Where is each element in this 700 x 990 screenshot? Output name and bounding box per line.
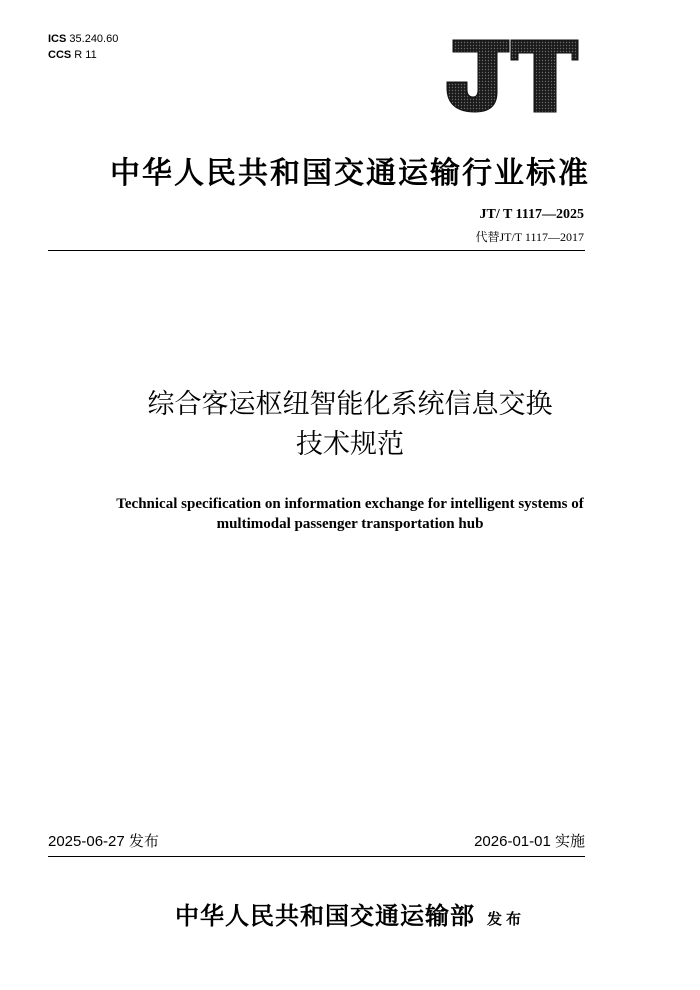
ccs-label: CCS bbox=[48, 49, 72, 61]
issuer-suffix: 发布 bbox=[486, 910, 525, 928]
bottom-divider bbox=[48, 856, 585, 857]
replaces-standard: 代替JT/T 1117—2017 bbox=[475, 230, 584, 244]
issuing-authority bbox=[0, 896, 700, 931]
issuer-name: 中华人民共和国交通运输部 bbox=[174, 901, 475, 930]
chinese-title-line-2: 技术规范 bbox=[296, 429, 404, 460]
ccs-line bbox=[48, 47, 118, 63]
chinese-title-line-1: 综合客运枢纽智能化系统信息交换 bbox=[147, 389, 553, 420]
ics-line bbox=[48, 31, 118, 47]
ccs-code: R 11 bbox=[74, 49, 97, 61]
english-title bbox=[0, 494, 700, 534]
english-title-line-2: multimodal passenger transportation hub bbox=[216, 516, 484, 532]
top-divider bbox=[48, 250, 585, 251]
implementation-date: 2026-01-01 实施 bbox=[474, 833, 585, 850]
industry-standard-title: 中华人民共和国交通运输行业标准 bbox=[110, 156, 590, 191]
ics-code: 35.240.60 bbox=[69, 33, 119, 45]
ics-label: ICS bbox=[48, 33, 67, 45]
standard-number: JT/ T 1117—2025 bbox=[479, 207, 584, 222]
jt-logo bbox=[445, 38, 580, 114]
classification-codes bbox=[48, 31, 118, 63]
jt-logo-graphic bbox=[445, 38, 580, 114]
chinese-title bbox=[0, 385, 700, 465]
publication-date: 2025-06-27 发布 bbox=[48, 833, 159, 850]
english-title-line-1: Technical specification on information exchange for intelligent systems of bbox=[116, 496, 584, 512]
